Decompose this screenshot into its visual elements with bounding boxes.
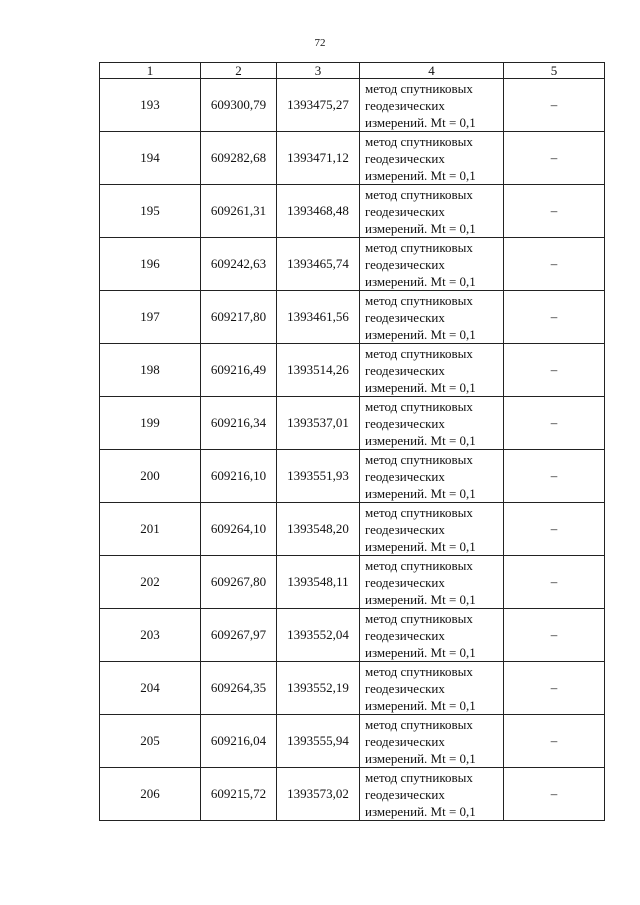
column-header: 1 [100,63,201,79]
note-cell: – [504,609,605,662]
y-coordinate-cell: 1393573,02 [277,768,360,821]
x-coordinate-cell: 609216,49 [201,344,277,397]
method-cell [360,450,504,503]
y-coordinate-cell: 1393548,20 [277,503,360,556]
point-number-cell: 197 [100,291,201,344]
point-number-cell: 204 [100,662,201,715]
method-line: метод спутниковых [365,398,473,414]
method-line: измерений. Mt = 0,1 [365,379,476,395]
method-line: измерений. Mt = 0,1 [365,644,476,660]
x-coordinate-cell: 609264,10 [201,503,277,556]
table-row [100,132,605,185]
column-header: 5 [504,63,605,79]
note-cell: – [504,132,605,185]
method-cell [360,503,504,556]
y-coordinate-cell: 1393465,74 [277,238,360,291]
point-number-cell: 205 [100,715,201,768]
method-cell [360,291,504,344]
y-coordinate-cell: 1393471,12 [277,132,360,185]
method-line: измерений. Mt = 0,1 [365,326,476,342]
note-cell: – [504,503,605,556]
point-number-cell: 203 [100,609,201,662]
method-cell [360,715,504,768]
table-header-row [100,63,605,79]
x-coordinate-cell: 609267,80 [201,556,277,609]
y-coordinate-cell: 1393461,56 [277,291,360,344]
x-coordinate-cell: 609300,79 [201,79,277,132]
column-header: 4 [360,63,504,79]
x-coordinate-cell: 609215,72 [201,768,277,821]
method-line: измерений. Mt = 0,1 [365,114,476,130]
method-line: метод спутниковых [365,451,473,467]
note-cell: – [504,185,605,238]
point-number-cell: 201 [100,503,201,556]
method-line: геодезических [365,786,445,802]
table-row [100,503,605,556]
method-line: метод спутниковых [365,557,473,573]
method-line: геодезических [365,733,445,749]
table-row [100,344,605,397]
table-body [100,79,605,821]
method-line: измерений. Mt = 0,1 [365,538,476,554]
column-header: 2 [201,63,277,79]
note-cell: – [504,715,605,768]
method-line: метод спутниковых [365,80,473,96]
method-cell [360,662,504,715]
note-cell: – [504,344,605,397]
x-coordinate-cell: 609267,97 [201,609,277,662]
method-line: геодезических [365,521,445,537]
table-row [100,79,605,132]
method-line: геодезических [365,362,445,378]
y-coordinate-cell: 1393548,11 [277,556,360,609]
y-coordinate-cell: 1393555,94 [277,715,360,768]
method-line: метод спутниковых [365,133,473,149]
x-coordinate-cell: 609216,04 [201,715,277,768]
method-cell [360,79,504,132]
table-row [100,291,605,344]
coordinates-table [99,62,605,821]
x-coordinate-cell: 609261,31 [201,185,277,238]
method-line: измерений. Mt = 0,1 [365,750,476,766]
x-coordinate-cell: 609216,10 [201,450,277,503]
method-cell [360,397,504,450]
method-line: геодезических [365,203,445,219]
method-line: геодезических [365,574,445,590]
x-coordinate-cell: 609217,80 [201,291,277,344]
method-line: метод спутниковых [365,716,473,732]
method-line: метод спутниковых [365,239,473,255]
point-number-cell: 199 [100,397,201,450]
method-line: геодезических [365,415,445,431]
x-coordinate-cell: 609282,68 [201,132,277,185]
x-coordinate-cell: 609264,35 [201,662,277,715]
method-line: измерений. Mt = 0,1 [365,591,476,607]
method-line: измерений. Mt = 0,1 [365,697,476,713]
method-cell [360,344,504,397]
method-line: измерений. Mt = 0,1 [365,803,476,819]
method-line: измерений. Mt = 0,1 [365,220,476,236]
method-line: геодезических [365,468,445,484]
x-coordinate-cell: 609242,63 [201,238,277,291]
method-line: геодезических [365,680,445,696]
table-row [100,768,605,821]
point-number-cell: 200 [100,450,201,503]
page-number: 72 [314,37,326,49]
point-number-cell: 194 [100,132,201,185]
table-row [100,662,605,715]
table-row [100,715,605,768]
note-cell: – [504,291,605,344]
method-line: измерений. Mt = 0,1 [365,432,476,448]
method-cell [360,768,504,821]
y-coordinate-cell: 1393514,26 [277,344,360,397]
y-coordinate-cell: 1393537,01 [277,397,360,450]
note-cell: – [504,79,605,132]
note-cell: – [504,450,605,503]
method-line: метод спутниковых [365,292,473,308]
y-coordinate-cell: 1393552,04 [277,609,360,662]
method-cell [360,556,504,609]
y-coordinate-cell: 1393475,27 [277,79,360,132]
method-line: геодезических [365,256,445,272]
point-number-cell: 206 [100,768,201,821]
table-row [100,397,605,450]
table-row [100,185,605,238]
table-row [100,609,605,662]
y-coordinate-cell: 1393468,48 [277,185,360,238]
method-cell [360,609,504,662]
table-row [100,450,605,503]
method-cell [360,185,504,238]
method-line: геодезических [365,150,445,166]
table-row [100,238,605,291]
method-line: метод спутниковых [365,610,473,626]
method-line: метод спутниковых [365,663,473,679]
method-line: метод спутниковых [365,769,473,785]
method-line: метод спутниковых [365,504,473,520]
point-number-cell: 198 [100,344,201,397]
method-cell [360,238,504,291]
note-cell: – [504,662,605,715]
method-line: измерений. Mt = 0,1 [365,273,476,289]
table-row [100,556,605,609]
x-coordinate-cell: 609216,34 [201,397,277,450]
method-line: геодезических [365,309,445,325]
note-cell: – [504,397,605,450]
note-cell: – [504,556,605,609]
y-coordinate-cell: 1393551,93 [277,450,360,503]
method-line: метод спутниковых [365,186,473,202]
note-cell: – [504,238,605,291]
y-coordinate-cell: 1393552,19 [277,662,360,715]
note-cell: – [504,768,605,821]
method-line: метод спутниковых [365,345,473,361]
method-line: геодезических [365,627,445,643]
method-cell [360,132,504,185]
method-line: измерений. Mt = 0,1 [365,167,476,183]
column-header: 3 [277,63,360,79]
point-number-cell: 202 [100,556,201,609]
method-line: геодезических [365,97,445,113]
point-number-cell: 193 [100,79,201,132]
method-line: измерений. Mt = 0,1 [365,485,476,501]
point-number-cell: 195 [100,185,201,238]
point-number-cell: 196 [100,238,201,291]
